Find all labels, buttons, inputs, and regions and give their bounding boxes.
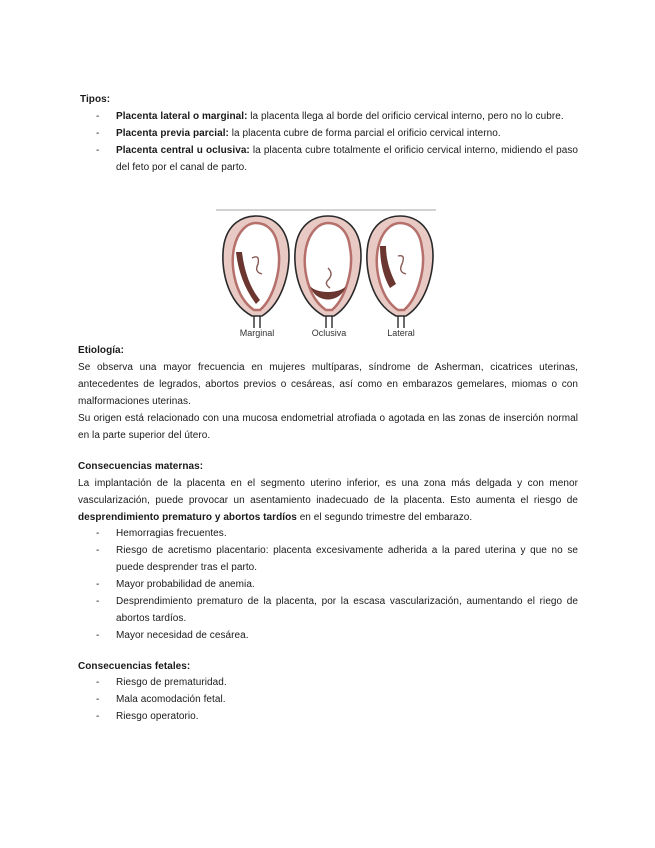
maternas-section xyxy=(78,458,578,526)
maternas-heading: Consecuencias maternas: xyxy=(78,461,204,472)
fetales-heading: Consecuencias fetales: xyxy=(78,661,191,672)
list-item: - Hemorragias frecuentes. xyxy=(96,528,227,539)
list-item: - Riesgo de acretismo placentario: placenta excesivamente adherida a la pared uterina y que no se puede desprender tras el parto. xyxy=(96,545,578,573)
etiologia-paragraph-1: Se observa una mayor frecuencia en mujeres multíparas, síndrome de Asherman, cicatrices uterinas, antecedentes de legrados, abortos previos o cesáreas, así como en embarazos gemelares, miomas o con malformaciones uterinas. xyxy=(78,362,578,407)
uterus-illustration xyxy=(212,208,440,338)
tipos-list xyxy=(96,108,578,176)
uterus-oclusiva xyxy=(295,216,361,328)
list-item: - Placenta central u oclusiva: la placenta cubre totalmente el orificio cervical interno, midiendo el paso del feto por el canal de parto. xyxy=(96,145,578,173)
etiologia-section xyxy=(78,342,578,444)
uterus-lateral xyxy=(367,216,433,328)
maternas-intro: La implantación de la placenta en el segmento uterino inferior, es una zona más delgada y con menor vascularización, puede provocar un asentamiento inadecuado de la placenta. Esto aumenta el riesgo de desprendimiento prematuro y abortos tardíos en el segundo trimestre del embarazo. xyxy=(78,478,578,523)
list-item: - Desprendimiento prematuro de la placenta, por la escasa vascularización, aumentando el riego de abortos tardíos. xyxy=(96,596,578,624)
list-item: - Placenta previa parcial: la placenta cubre de forma parcial el orificio cervical interno. xyxy=(96,128,501,139)
list-item: - Placenta lateral o marginal: la placenta llega al borde del orificio cervical interno, pero no lo cubre. xyxy=(96,111,564,122)
list-item: - Mala acomodación fetal. xyxy=(96,694,226,705)
etiologia-paragraph-2: Su origen está relacionado con una mucosa endometrial atrofiada o agotada en las zonas de inserción normal en la parte superior del útero. xyxy=(78,413,578,441)
uterus-marginal xyxy=(223,216,289,328)
figure-label-marginal: Marginal xyxy=(239,328,275,338)
placenta-types-figure xyxy=(212,208,440,338)
list-item: - Mayor probabilidad de anemia. xyxy=(96,579,255,590)
list-item: - Riesgo de prematuridad. xyxy=(96,677,227,688)
list-item: - Mayor necesidad de cesárea. xyxy=(96,630,249,641)
figure-label-lateral: Lateral xyxy=(387,328,415,338)
maternas-list xyxy=(96,525,578,644)
figure-label-oclusiva: Oclusiva xyxy=(311,328,347,338)
tipos-heading: Tipos: xyxy=(80,94,111,105)
list-item: - Riesgo operatorio. xyxy=(96,711,199,722)
etiologia-heading: Etiología: xyxy=(78,345,125,356)
fetales-list xyxy=(96,674,578,725)
